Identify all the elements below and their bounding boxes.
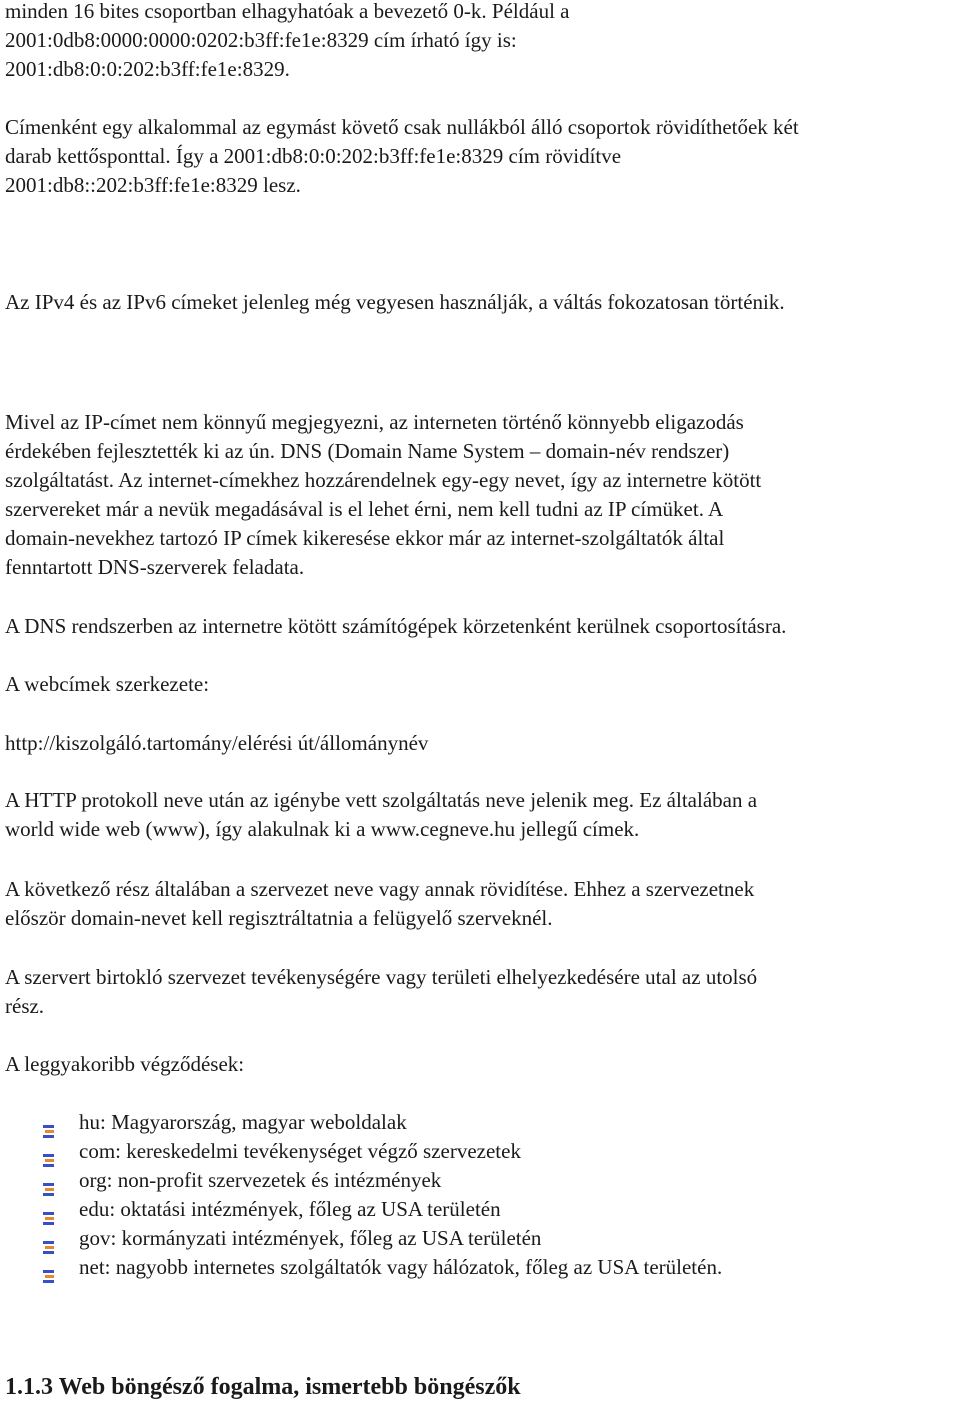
paragraph-9-line-1: A következő rész általában a szervezet neve vagy annak rövidítése. Ehhez a szervezetnek	[5, 877, 755, 901]
stacked-bars-bullet-icon	[42, 1117, 55, 1130]
paragraph-5-line-1: A DNS rendszerben az internetre kötött számítógépek körzetenként kerülnek csoportosításra.	[5, 614, 787, 638]
paragraph-4-line-5: domain-nevekhez tartozó IP címek kikeresése ekkor már az internet-szolgáltatók által	[5, 526, 725, 550]
paragraph-8-line-1: A HTTP protokoll neve után az igénybe vett szolgáltatás neve jelenik meg. Ez általában a	[5, 788, 758, 812]
paragraph-2-line-3: 2001:db8::202:b3ff:fe1e:8329 lesz.	[5, 173, 301, 197]
paragraph-4-line-4: szervereket már a nevük megadásával is el lehet érni, nem kell tudni az IP címüket. A	[5, 497, 724, 521]
paragraph-1-line-1: minden 16 bites csoportban elhagyhatóak a bevezető 0-k. Például a	[5, 0, 570, 23]
paragraph-2-line-2: darab kettősponttal. Így a 2001:db8:0:0:202:b3ff:fe1e:8329 cím rövidítve	[5, 144, 622, 168]
list-item-text: edu: oktatási intézmények, főleg az USA területén	[79, 1197, 501, 1221]
paragraph-3-line-1: Az IPv4 és az IPv6 címeket jelenleg még vegyesen használják, a váltás fokozatosan történik.	[5, 290, 785, 314]
stacked-bars-bullet-icon	[42, 1233, 55, 1246]
list-item-text: hu: Magyarország, magyar weboldalak	[79, 1110, 407, 1134]
paragraph-6-line-1: A webcímek szerkezete:	[5, 672, 210, 696]
paragraph-7-url-line: http://kiszolgáló.tartomány/elérési út/állománynév	[5, 731, 429, 755]
stacked-bars-bullet-icon	[42, 1204, 55, 1217]
paragraph-10-line-2: rész.	[5, 994, 45, 1018]
stacked-bars-bullet-icon	[42, 1175, 55, 1188]
paragraph-1-line-2: 2001:0db8:0000:0000:0202:b3ff:fe1e:8329 cím írható így is:	[5, 28, 517, 52]
paragraph-10-line-1: A szervert birtokló szervezet tevékenységére vagy területi elhelyezkedésére utal az utolsó	[5, 965, 758, 989]
paragraph-4-line-3: szolgáltatást. Az internet-címekhez hozzárendelnek egy-egy nevet, így az internetre kötött	[5, 468, 762, 492]
paragraph-4-line-6: fenntartott DNS-szerverek feladata.	[5, 555, 305, 579]
paragraph-8-line-2: world wide web (www), így alakulnak ki a www.cegneve.hu jellegű címek.	[5, 817, 640, 841]
paragraph-2-line-1: Címenként egy alkalommal az egymást követő csak nullákból álló csoportok rövidíthetőek két	[5, 115, 799, 139]
stacked-bars-bullet-icon	[42, 1262, 55, 1275]
stacked-bars-bullet-icon	[42, 1146, 55, 1159]
list-item-text: com: kereskedelmi tevékenységet végző szervezetek	[79, 1139, 521, 1163]
list-item-text: net: nagyobb internetes szolgáltatók vagy hálózatok, főleg az USA területén.	[79, 1255, 723, 1279]
paragraph-1-line-3: 2001:db8:0:0:202:b3ff:fe1e:8329.	[5, 57, 290, 81]
paragraph-4-line-2: érdekében fejlesztették ki az ún. DNS (Domain Name System – domain-név rendszer)	[5, 439, 730, 463]
list-item-text: gov: kormányzati intézmények, főleg az USA területén	[79, 1226, 542, 1250]
paragraph-4-line-1: Mivel az IP-címet nem könnyű megjegyezni, az interneten történő könnyebb eligazodás	[5, 410, 744, 434]
paragraph-9-line-2: először domain-nevet kell regisztráltatnia a felügyelő szerveknél.	[5, 906, 553, 930]
paragraph-11-line-1: A leggyakoribb végződések:	[5, 1052, 245, 1076]
section-heading: 1.1.3 Web böngésző fogalma, ismertebb böngészők	[5, 1374, 521, 1400]
list-item-text: org: non-profit szervezetek és intézmények	[79, 1168, 442, 1192]
